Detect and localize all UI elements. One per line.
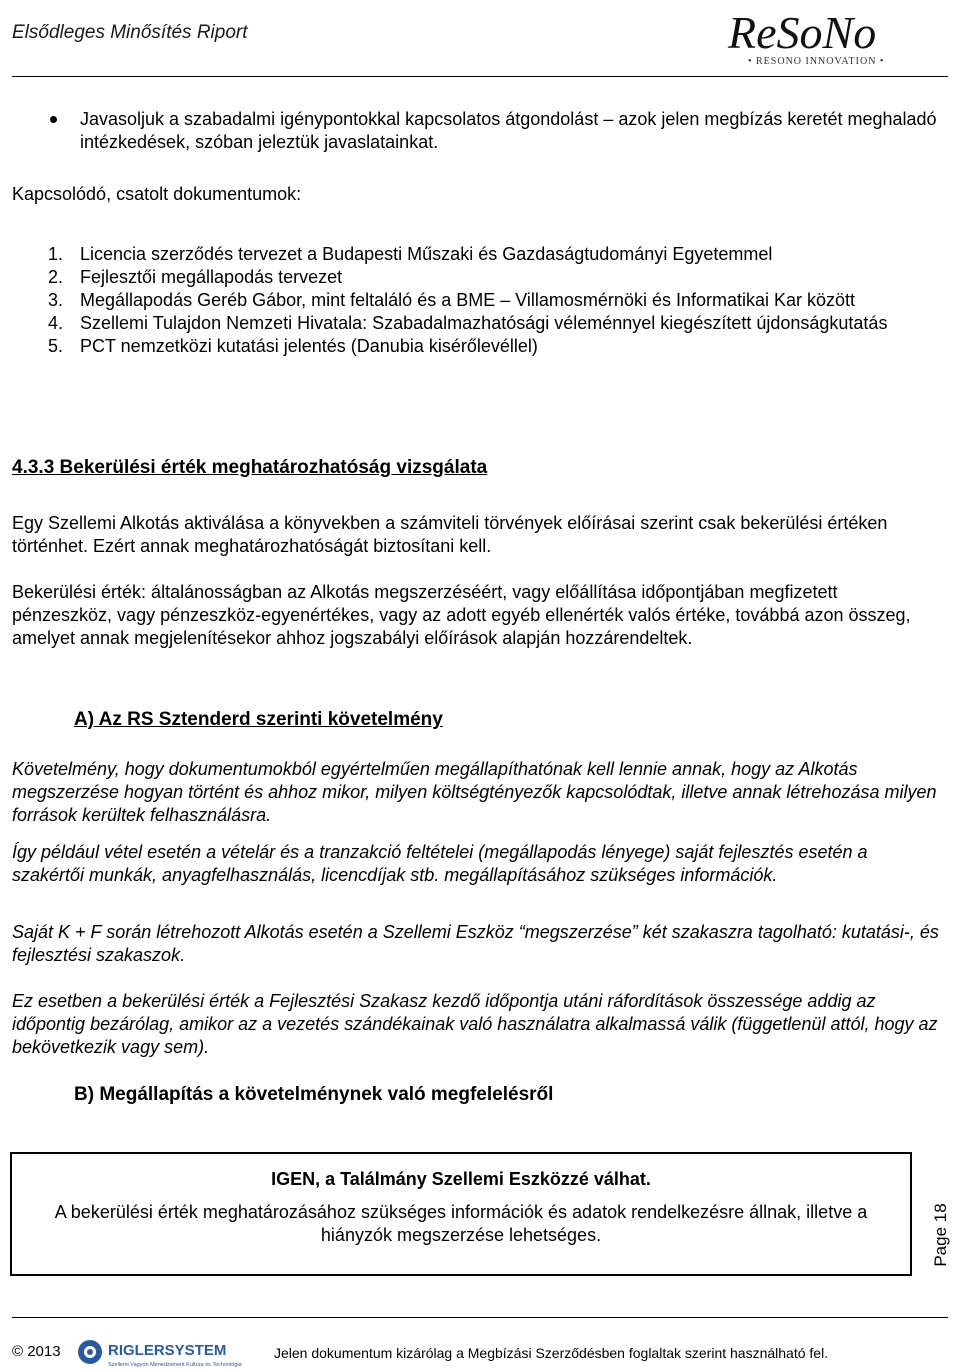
- subsection-b-heading: B) Megállapítás a követelménynek való megfelelésről: [74, 1084, 554, 1105]
- related-docs-list: [48, 243, 928, 358]
- riglersystem-emblem-icon: [78, 1340, 102, 1364]
- page-number-label: Page 18: [931, 1203, 950, 1267]
- related-docs-label: Kapcsolódó, csatolt dokumentumok:: [12, 184, 302, 204]
- requirement-paragraph-4: Ez esetben a bekerülési érték a Fejlesztési Szakasz kezdő időpontja utáni ráfordítások összessége addig az időpontig bezárólag, amikor az a vezetés szándékainak való használatra alkalmassá válik (függetlenül attól, hogy az bekövetkezik vagy sem).: [12, 991, 938, 1057]
- result-box: [10, 1152, 912, 1276]
- riglersystem-logo-subtitle: Szellemi Vagyon Menedzsment Kultúra és Technológia: [108, 1362, 242, 1368]
- header-divider: [12, 76, 948, 77]
- section-paragraph-1: Egy Szellemi Alkotás aktiválása a könyvekben a számviteli törvények előírásai szerint csak bekerülési értéken történhet. Ezért annak meghatározhatóságát biztosítani kell.: [12, 513, 888, 556]
- footer-divider: [12, 1317, 948, 1318]
- header-title: Elsődleges Minősítés Riport: [12, 22, 248, 43]
- list-item-number: 1.: [48, 244, 64, 264]
- resono-logo-subtitle: • RESONO INNOVATION •: [748, 56, 885, 67]
- list-item-text: PCT nemzetközi kutatási jelentés (Danubia kisérőlevéllel): [80, 336, 538, 356]
- list-item-number: 3.: [48, 290, 64, 310]
- section-paragraph-2: Bekerülési érték: általánosságban az Alkotás megszerzéséért, vagy előállítása időpontjában megfizetett pénzeszköz, vagy pénzeszköz-egyenértékes, vagy az adott egyéb ellenérték valós értéke, továbbá azon összeg, amelyet annak megjelenítésekor ahhoz jogszabályi előírások alapján hozzárendeltek.: [12, 582, 911, 648]
- recommendation-text: Javasoljuk a szabadalmi igénypontokkal kapcsolatos átgondolást – azok jelen megbízás keretét meghaladó intézkedések, szóban jeleztük javaslatainkat.: [80, 109, 937, 152]
- bullet-icon: [50, 116, 57, 123]
- list-item: [48, 289, 928, 312]
- page-number: [926, 1180, 956, 1290]
- resono-logo-text: ReSoNo: [728, 7, 877, 58]
- requirement-paragraph-3: Saját K + F során létrehozott Alkotás esetén a Szellemi Eszköz “megszerzése” két szakaszra tagolható: kutatási-, és fejlesztési szakaszok.: [12, 922, 939, 965]
- section-heading: 4.3.3 Bekerülési érték meghatározhatóság vizsgálata: [12, 457, 488, 478]
- copyright-text: © 2013: [12, 1343, 61, 1360]
- list-item-text: Fejlesztői megállapodás tervezet: [80, 267, 343, 287]
- list-item-number: 4.: [48, 313, 64, 333]
- list-item: [48, 335, 928, 358]
- riglersystem-logo: [76, 1333, 256, 1371]
- list-item: [48, 266, 928, 289]
- requirement-paragraph-2: Így például vétel esetén a vételár és a tranzakció feltételei (megállapodás lényege) saját fejlesztés esetén a szakértői munkák, anyagfelhasználás, licencdíjak stb. megállapításához szükséges információk.: [12, 842, 868, 885]
- list-item-number: 2.: [48, 267, 64, 287]
- result-box-text: A bekerülési érték meghatározásához szükséges információk és adatok rendelkezésre állnak, illetve a hiányzók megszerzése lehetséges.: [54, 1202, 868, 1245]
- requirement-paragraph-1: Követelmény, hogy dokumentumokból egyértelműen megállapíthatónak kell lennie annak, hogy az Alkotás megszerzése hogyan történt és ahhoz mikor, milyen költségtényezők kapcsolódtak, illetve annak létrehozása milyen források kerültek felhasználásra.: [12, 759, 937, 825]
- subsection-a-heading: A) Az RS Sztenderd szerinti követelmény: [74, 709, 443, 730]
- list-item-number: 5.: [48, 336, 64, 356]
- riglersystem-logo-text: RIGLERSYSTEM: [108, 1342, 227, 1359]
- footer-notice: Jelen dokumentum kizárólag a Megbízási Szerződésben foglaltak szerint használható fel.: [274, 1345, 829, 1361]
- list-item-text: Licencia szerződés tervezet a Budapesti Műszaki és Gazdaságtudományi Egyetemmel: [80, 244, 773, 264]
- list-item: [48, 312, 928, 335]
- list-item-text: Megállapodás Geréb Gábor, mint feltaláló és a BME – Villamosmérnöki és Informatikai Kar között: [80, 290, 856, 310]
- list-item: [48, 243, 928, 266]
- result-box-title: IGEN, a Találmány Szellemi Eszközzé válhat.: [271, 1169, 651, 1189]
- list-item-text: Szellemi Tulajdon Nemzeti Hivatala: Szabadalmazhatósági véleménnyel kiegészített újdonságkutatás: [80, 313, 888, 333]
